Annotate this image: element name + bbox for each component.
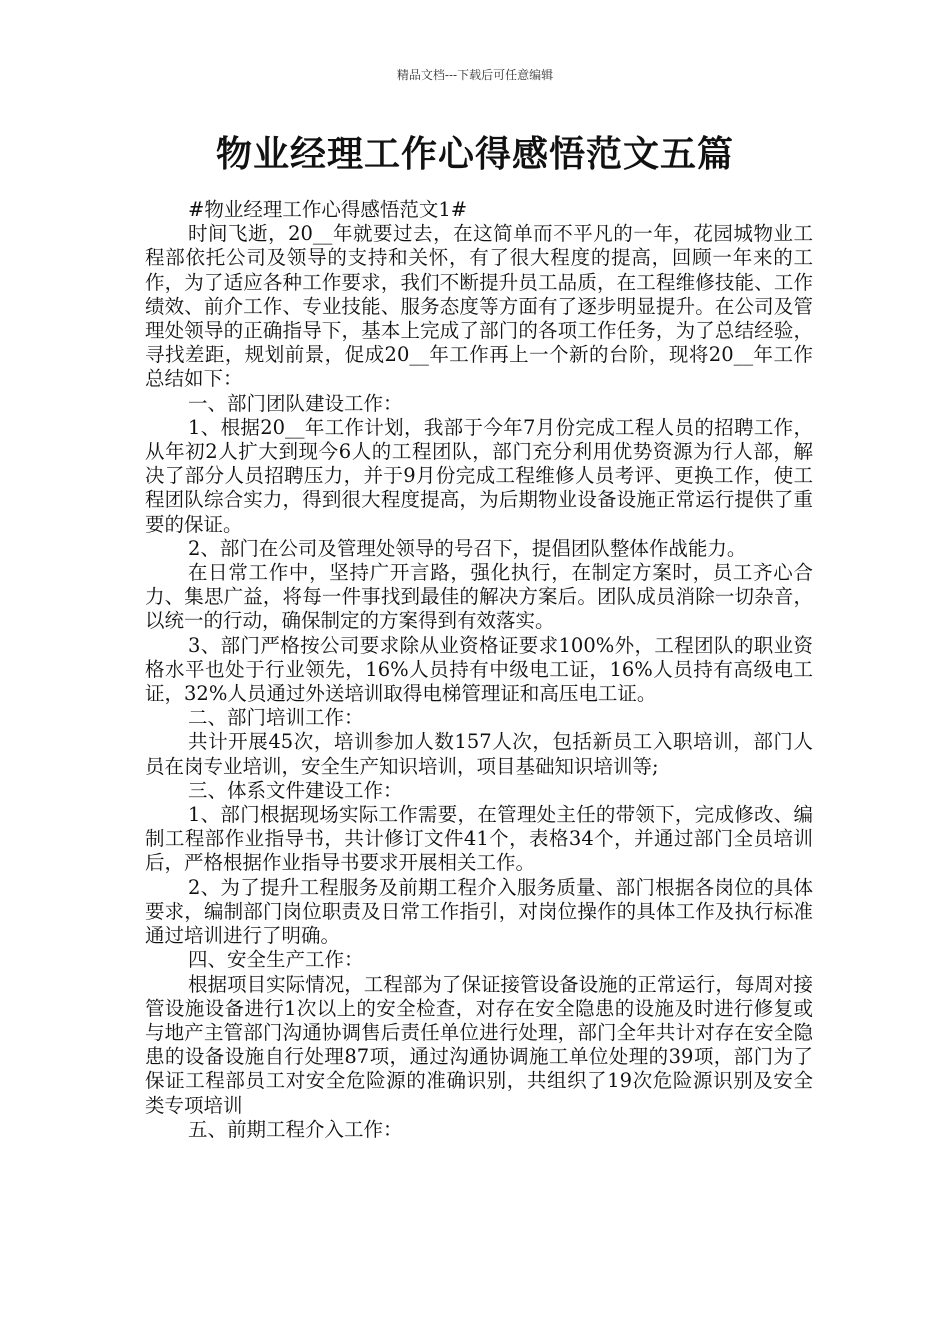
paragraph-training: 共计开展45次，培训参加人数157人次，包括新员工入职培训，部门人员在岗专业培训，安全生产知识培训，项目基础知识培训等;: [145, 730, 813, 778]
document-body: [145, 198, 813, 1142]
section-heading-safety: 四、安全生产工作：: [188, 948, 364, 972]
paragraph-intro: 时间飞逝，20__年就要过去，在这简单而不平凡的一年，花园城物业工程部依托公司及领导的支持和关怀，有了很大程度的提高，回顾一年来的工作，为了适应各种工作要求，我们不断提升员工品质，在工程维修技能、工作绩效、前介工作、专业技能、服务态度等方面有了逐步明显提升。在公司及管理处领导的正确指导下，基本上完成了部门的各项工作任务，为了总结经验，寻找差距，规划前景，促成20__年工作再上一个新的台阶，现将20__年工作总结如下：: [145, 222, 813, 391]
paragraph-safety: 根据项目实际情况，工程部为了保证接管设备设施的正常运行，每周对接管设施设备进行1次以上的安全检查，对存在安全隐患的设施及时进行修复或与地产主管部门沟通协调售后责任单位进行处理，部门全年共计对存在安全隐患的设备设施自行处理87项，通过沟通协调施工单位处理的39项，部门为了保证工程部员工对安全危险源的准确识别，共组织了19次危险源识别及安全类专项培训: [145, 972, 813, 1117]
section-heading-early-intervention: 五、前期工程介入工作：: [188, 1117, 403, 1141]
section-heading-1: #物业经理工作心得感悟范文1#: [188, 198, 468, 221]
section-heading-team: 一、部门团队建设工作：: [188, 391, 403, 415]
section-heading-training: 二、部门培训工作：: [188, 706, 364, 730]
paragraph-team-daily: 在日常工作中，坚持广开言路，强化执行，在制定方案时，员工齐心合力、集思广益，将每一件事找到最佳的解决方案后。团队成员消除一切杂音，以统一的行动，确保制定的方案得到有效落实。: [145, 561, 813, 633]
paragraph-system-2: 2、为了提升工程服务及前期工程介入服务质量、部门根据各岗位的具体要求，编制部门岗位职责及日常工作指引，对岗位操作的具体工作及执行标准通过培训进行了明确。: [145, 875, 813, 948]
paragraph-system-1: 1、部门根据现场实际工作需要，在管理处主任的带领下，完成修改、编制工程部作业指导书，共计修订文件41个，表格34个，并通过部门全员培训后，严格根据作业指导书要求开展相关工作。: [145, 803, 813, 875]
paragraph-team-2: 2、部门在公司及管理处领导的号召下，提倡团队整体作战能力。: [188, 536, 747, 560]
header-note: 精品文档---下载后可任意编辑: [396, 68, 554, 82]
document-title: 物业经理工作心得感悟范文五篇: [215, 133, 734, 175]
section-heading-system: 三、体系文件建设工作：: [188, 778, 403, 802]
paragraph-team-1: 1、根据20__年工作计划，我部于今年7月份完成工程人员的招聘工作，从年初2人扩大到现今6人的工程团队，部门充分利用优势资源为行人部，解决了部分人员招聘压力，并于9月份完成工程维修人员考评、更换工作，使工程团队综合实力，得到很大程度提高，为后期物业设备设施正常运行提供了重要的保证。: [145, 415, 813, 536]
paragraph-team-3: 3、部门严格按公司要求除从业资格证要求100%外，工程团队的职业资格水平也处于行业领先，16%人员持有中级电工证，16%人员持有高级电工证，32%人员通过外送培训取得电梯管理证和高压电工证。: [145, 633, 813, 706]
